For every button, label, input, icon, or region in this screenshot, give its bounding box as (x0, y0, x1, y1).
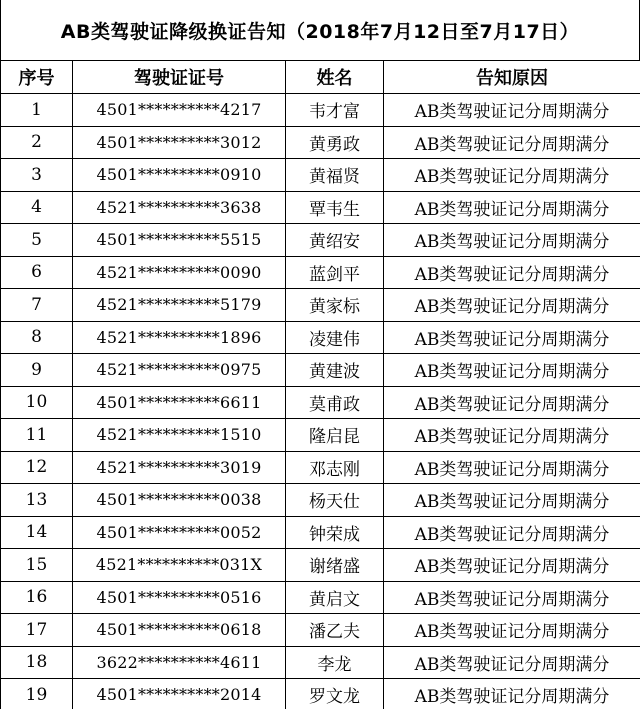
table-row (1, 224, 640, 257)
cell-license: 4501**********2014 (73, 679, 286, 709)
cell-no: 14 (1, 516, 73, 549)
cell-name: 覃韦生 (286, 191, 384, 224)
cell-name: 潘乙夫 (286, 614, 384, 647)
table-row (1, 256, 640, 289)
document-title: AB类驾驶证降级换证告知（2018年7月12日至7月17日） (0, 0, 640, 60)
cell-reason: AB类驾驶证记分周期满分 (384, 126, 640, 159)
cell-reason: AB类驾驶证记分周期满分 (384, 191, 640, 224)
cell-reason: AB类驾驶证记分周期满分 (384, 679, 640, 709)
cell-reason: AB类驾驶证记分周期满分 (384, 614, 640, 647)
cell-name: 杨天仕 (286, 484, 384, 517)
cell-reason: AB类驾驶证记分周期满分 (384, 581, 640, 614)
cell-name: 隆启昆 (286, 419, 384, 452)
cell-reason: AB类驾驶证记分周期满分 (384, 549, 640, 582)
column-header-reason: 告知原因 (384, 61, 640, 94)
cell-license: 4501**********4217 (73, 94, 286, 127)
header-row (1, 61, 640, 94)
table-row (1, 191, 640, 224)
cell-license: 4501**********0618 (73, 614, 286, 647)
cell-no: 7 (1, 289, 73, 322)
cell-reason: AB类驾驶证记分周期满分 (384, 256, 640, 289)
cell-name: 莫甫政 (286, 386, 384, 419)
cell-no: 1 (1, 94, 73, 127)
cell-license: 4501**********0038 (73, 484, 286, 517)
cell-name: 钟荣成 (286, 516, 384, 549)
cell-license: 4521**********3019 (73, 451, 286, 484)
cell-license: 4521**********3638 (73, 191, 286, 224)
cell-name: 谢绪盛 (286, 549, 384, 582)
cell-no: 8 (1, 321, 73, 354)
cell-license: 4521**********0975 (73, 354, 286, 387)
cell-license: 4501**********0052 (73, 516, 286, 549)
table-row (1, 484, 640, 517)
cell-name: 邓志刚 (286, 451, 384, 484)
cell-license: 4501**********5515 (73, 224, 286, 257)
cell-reason: AB类驾驶证记分周期满分 (384, 321, 640, 354)
cell-no: 2 (1, 126, 73, 159)
notice-table (0, 60, 640, 709)
table-row (1, 386, 640, 419)
cell-license: 4501**********0910 (73, 159, 286, 192)
cell-name: 黄家标 (286, 289, 384, 322)
cell-license: 4501**********0516 (73, 581, 286, 614)
cell-license: 4521**********0090 (73, 256, 286, 289)
cell-no: 9 (1, 354, 73, 387)
table-row (1, 451, 640, 484)
table-row (1, 354, 640, 387)
cell-reason: AB类驾驶证记分周期满分 (384, 419, 640, 452)
cell-reason: AB类驾驶证记分周期满分 (384, 94, 640, 127)
column-header-license: 驾驶证证号 (73, 61, 286, 94)
cell-license: 4501**********3012 (73, 126, 286, 159)
cell-no: 13 (1, 484, 73, 517)
cell-reason: AB类驾驶证记分周期满分 (384, 159, 640, 192)
table-row (1, 581, 640, 614)
cell-reason: AB类驾驶证记分周期满分 (384, 386, 640, 419)
column-header-no: 序号 (1, 61, 73, 94)
cell-license: 4521**********5179 (73, 289, 286, 322)
cell-license: 4521**********1510 (73, 419, 286, 452)
cell-no: 17 (1, 614, 73, 647)
cell-no: 18 (1, 646, 73, 679)
cell-license: 4521**********1896 (73, 321, 286, 354)
cell-reason: AB类驾驶证记分周期满分 (384, 646, 640, 679)
cell-license: 4501**********6611 (73, 386, 286, 419)
cell-name: 黄绍安 (286, 224, 384, 257)
cell-name: 黄福贤 (286, 159, 384, 192)
cell-name: 李龙 (286, 646, 384, 679)
table-row (1, 549, 640, 582)
cell-name: 黄建波 (286, 354, 384, 387)
table-row (1, 321, 640, 354)
cell-name: 韦才富 (286, 94, 384, 127)
table-row (1, 94, 640, 127)
cell-reason: AB类驾驶证记分周期满分 (384, 224, 640, 257)
cell-name: 罗文龙 (286, 679, 384, 709)
cell-name: 蓝剑平 (286, 256, 384, 289)
table-row (1, 159, 640, 192)
cell-no: 10 (1, 386, 73, 419)
table-row (1, 646, 640, 679)
cell-no: 4 (1, 191, 73, 224)
table-row (1, 614, 640, 647)
cell-no: 12 (1, 451, 73, 484)
table-row (1, 419, 640, 452)
table-row (1, 516, 640, 549)
cell-no: 19 (1, 679, 73, 709)
cell-license: 4521**********031X (73, 549, 286, 582)
cell-no: 11 (1, 419, 73, 452)
cell-reason: AB类驾驶证记分周期满分 (384, 451, 640, 484)
cell-reason: AB类驾驶证记分周期满分 (384, 289, 640, 322)
table-row (1, 126, 640, 159)
table-row (1, 679, 640, 709)
cell-license: 3622**********4611 (73, 646, 286, 679)
cell-reason: AB类驾驶证记分周期满分 (384, 354, 640, 387)
column-header-name: 姓名 (286, 61, 384, 94)
cell-no: 16 (1, 581, 73, 614)
table-row (1, 289, 640, 322)
cell-no: 3 (1, 159, 73, 192)
cell-name: 黄勇政 (286, 126, 384, 159)
cell-reason: AB类驾驶证记分周期满分 (384, 484, 640, 517)
cell-no: 5 (1, 224, 73, 257)
cell-name: 凌建伟 (286, 321, 384, 354)
cell-reason: AB类驾驶证记分周期满分 (384, 516, 640, 549)
cell-no: 15 (1, 549, 73, 582)
cell-name: 黄启文 (286, 581, 384, 614)
cell-no: 6 (1, 256, 73, 289)
